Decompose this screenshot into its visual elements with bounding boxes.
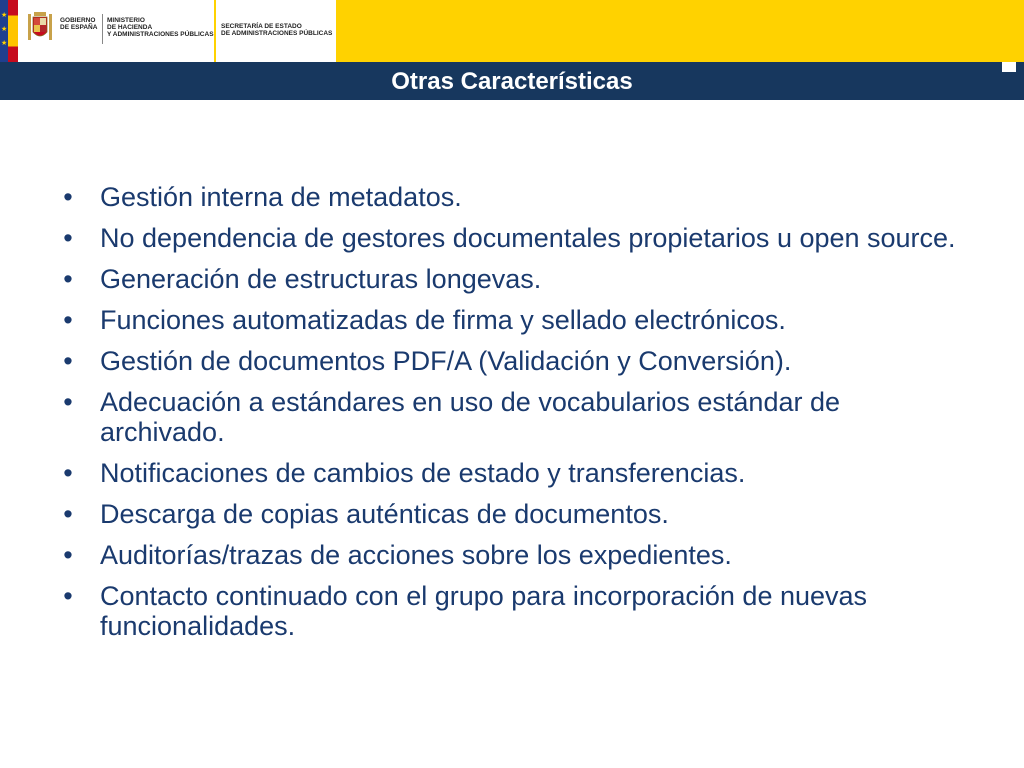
- bullet-icon: •: [63, 223, 73, 253]
- list-item-text: Adecuación a estándares en uso de vocabularios estándar de archivado.: [100, 387, 841, 447]
- divider: [102, 14, 103, 44]
- bullet-icon: •: [63, 458, 73, 488]
- list-item: [58, 223, 958, 253]
- bullet-icon: •: [63, 499, 73, 529]
- list-item-text: Generación de estructuras longevas.: [100, 264, 542, 294]
- bullet-icon: •: [63, 305, 73, 335]
- list-item: [58, 458, 958, 488]
- list-item-text: Gestión de documentos PDF/A (Validación y Conversión).: [100, 346, 792, 376]
- list-item: [58, 499, 958, 529]
- bullet-icon: •: [63, 346, 73, 376]
- list-item-text: No dependencia de gestores documentales propietarios u open source.: [100, 223, 956, 253]
- list-item: [58, 182, 958, 212]
- bullet-list: [58, 182, 958, 652]
- list-item-text: Descarga de copias auténticas de documentos.: [100, 499, 669, 529]
- government-header: [0, 0, 1024, 62]
- list-item-text: Auditorías/trazas de acciones sobre los expedientes.: [100, 540, 732, 570]
- list-item: [58, 346, 958, 376]
- ministry-label: MINISTERIO DE HACIENDA Y ADMINISTRACIONES PÚBLICAS: [107, 17, 214, 38]
- eu-star-icon: ★: [1, 12, 8, 19]
- spain-coat-of-arms-icon: [26, 8, 54, 46]
- list-item-text: Funciones automatizadas de firma y sellado electrónicos.: [100, 305, 786, 335]
- bullet-icon: •: [63, 581, 73, 611]
- eu-star-icon: ★: [1, 40, 8, 47]
- list-item: [58, 581, 958, 641]
- bullet-icon: •: [63, 387, 73, 417]
- gobierno-label: GOBIERNO DE ESPAÑA: [60, 17, 98, 31]
- bullet-icon: •: [63, 264, 73, 294]
- list-item-text: Notificaciones de cambios de estado y transferencias.: [100, 458, 746, 488]
- list-item: [58, 264, 958, 294]
- eu-star-icon: ★: [1, 26, 8, 33]
- eu-flag-strip: [0, 0, 8, 62]
- bullet-icon: •: [63, 182, 73, 212]
- bullet-icon: •: [63, 540, 73, 570]
- list-item: [58, 305, 958, 335]
- secretariat-label: SECRETARÍA DE ESTADO DE ADMINISTRACIONES PÚBLICAS: [221, 23, 333, 37]
- list-item-text: Gestión interna de metadatos.: [100, 182, 462, 212]
- slide-title: Otras Características: [391, 68, 633, 95]
- spain-flag-strip: [8, 0, 18, 62]
- list-item-text: Contacto continuado con el grupo para incorporación de nuevas funcionalidades.: [100, 581, 868, 641]
- list-item: [58, 540, 958, 570]
- list-item: [58, 387, 958, 447]
